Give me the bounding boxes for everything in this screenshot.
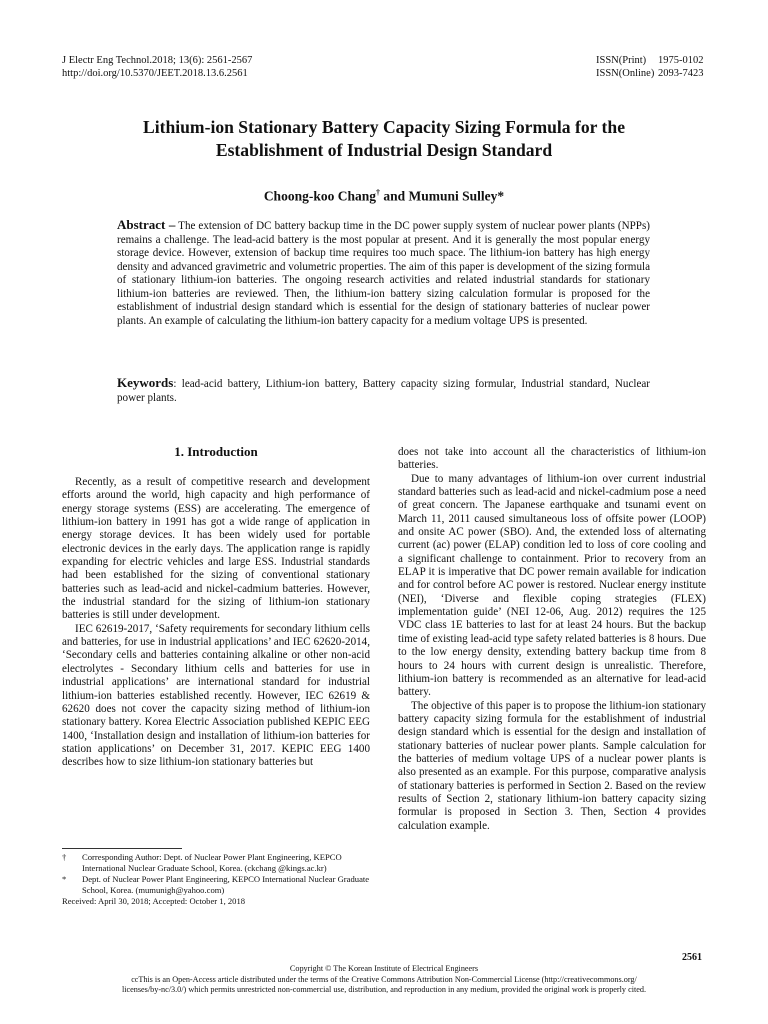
- license-line-2: licenses/by-nc/3.0/) which permits unrestricted non-commercial use, distribution, and reproduction in any medium, provided the original work is properly cited.: [121, 985, 647, 995]
- license-line-1: [62, 975, 706, 986]
- intro-paragraph-continued: does not take into account all the characteristics of lithium-ion batteries.: [398, 446, 706, 472]
- footnote-corresponding-author: [62, 852, 372, 874]
- title-line-2: Establishment of Industrial Design Standard: [215, 140, 553, 160]
- received-accepted-dates: Received: April 30, 2018; Accepted: October 1, 2018: [62, 896, 246, 906]
- intro-paragraph-3: Due to many advantages of lithium-ion over current industrial standard batteries such as lead-acid and nickel-cadmium pose a need of great concern. The Japanese earthquake and tsunami event on March 11, 2011 caused simultaneous loss of offsite power (LOOP) and onsite AC power (SBO). And, the extended loss of alternating current (ac) power (ELAP) condition led to loss of core cooling and a significant challenge to containment. Prior to recovery from an ELAP it is imperative that DC power remain available for indication and for control before AC power is restored. Nuclear energy institute (NEI), ‘Diverse and flexible coping strategies (FLEX) implementation guide’ (NEI 12-06, Aug. 2012) requires the 125 VDC class 1E batteries to last for at least 24 hours. But the backup time of existing lead-acid type safety related batteries is 8 hours. Due to the low energy density, extending battery backup time from 8 hours to 24 hours with current design is unrealistic. Therefore, lithium-ion battery is recommended as an alternative for lead-acid battery.: [398, 472, 706, 699]
- issn-online-value: 2093-7423: [658, 68, 704, 79]
- issn-print-label: ISSN(Print): [596, 55, 647, 66]
- footnote-divider: [62, 848, 182, 849]
- title-line-1: Lithium-ion Stationary Battery Capacity Sizing Formula for the: [142, 117, 625, 137]
- author-1: Choong-koo Chang: [263, 188, 376, 204]
- body-column-right: [398, 446, 706, 833]
- page-number: 2561: [682, 952, 702, 963]
- keywords-label: Keywords: [117, 375, 174, 390]
- keywords: [117, 376, 650, 405]
- journal-header-left: [62, 54, 252, 80]
- footnotes: [62, 852, 372, 907]
- abstract: [117, 218, 650, 328]
- footnote-coauthor: [62, 874, 372, 896]
- intro-paragraph-4: The objective of this paper is to propose the lithium-ion stationary battery capacity sizing formula for the establishment of industrial design standard which is essential for the design and installation of stationary batteries of nuclear power plants. Sample calculation for the batteries of medium voltage UPS of a nuclear power plants is also presented as an example. For this purpose, comparative analysis of stationary batteries is performed in Section 2. Based on the review results of Section 2, stationary lithium-ion battery capacity sizing formular is proposed in Section 3. Then, Section 4 provides calculation example.: [398, 699, 706, 832]
- license-footer: [62, 964, 706, 996]
- issn-online-row: [596, 67, 704, 80]
- author-2: Mumuni Sulley*: [408, 188, 505, 204]
- doi-link[interactable]: http://doi.org/10.5370/JEET.2018.13.6.2561: [62, 68, 248, 79]
- abstract-label: Abstract –: [117, 217, 176, 232]
- footnote-1-text: Corresponding Author: Dept. of Nuclear Power Plant Engineering, KEPCO International Nuclear Graduate School, Korea. (ckchang @kings.ac.kr): [82, 852, 342, 873]
- author-line: [62, 188, 706, 205]
- keywords-text: : lead-acid battery, Lithium-ion battery, Battery capacity sizing formular, Industrial standard, Nuclear power plants.: [117, 378, 650, 404]
- abstract-text: The extension of DC battery backup time in the DC power supply system of nuclear power plants (NPPs) remains a challenge. The lead-acid battery is the most popular at present. And it is generally the most popular energy storage device. However, extension of backup time requires too much space. The lithium-ion battery has high energy density and advanced gravimetric and volumetric properties. The aim of this paper is development of the sizing formula of stationary lithium-ion batteries. The ongoing research activities and related industrial standards for stationary lithium-ion batteries are reviewed. Then, the lithium-ion battery sizing calculation formular is proposed for the establishment of industrial design standard which is essential for the design of stationary batteries of nuclear power plants. An example of calculating the lithium-ion battery capacity for a medium voltage UPS is presented.: [117, 220, 650, 327]
- footnote-mark-asterisk: *: [62, 874, 67, 884]
- footnote-mark-dagger: †: [62, 852, 67, 862]
- footnote-2-text: Dept. of Nuclear Power Plant Engineering, KEPCO International Nuclear Graduate School, Korea. (mumunigh@yahoo.com): [82, 874, 370, 895]
- journal-citation: J Electr Eng Technol.2018; 13(6): 2561-2567: [62, 55, 253, 66]
- copyright-line: Copyright © The Korean Institute of Electrical Engineers: [289, 964, 479, 973]
- issn-print-value: 1975-0102: [658, 55, 704, 66]
- license-text-1: This is an Open-Access article distributed under the terms of the Creative Commons Attribution Non-Commercial License (http://creativecommons.org/: [138, 974, 637, 984]
- body-column-left: [62, 476, 370, 770]
- creative-commons-icon: cc: [131, 974, 139, 984]
- author-connector: and: [379, 188, 409, 204]
- issn-print-row: [596, 54, 704, 67]
- paper-title: [62, 116, 706, 162]
- section-heading-introduction: 1. Introduction: [174, 444, 258, 459]
- journal-header-right: [596, 54, 704, 80]
- issn-online-label: ISSN(Online): [596, 68, 655, 79]
- intro-paragraph-1: Recently, as a result of competitive research and development efforts around the world, high capacity and high performance of energy storage systems (ESS) are accelerating. The emergence of lithium-ion battery in 1991 has got a wide range of application in energy storage devices. It has been widely used for portable electronic devices in the early days. The application range is rapidly expanding for electric vehicles and large ESS. Industrial standards had been established for the sizing of conventional stationary batteries such as lead-acid and nickel-cadmium batteries. However, the industrial standard for the sizing of lithium-ion stationary batteries is still under development.: [62, 476, 370, 622]
- intro-paragraph-2: IEC 62619-2017, ‘Safety requirements for secondary lithium cells and batteries, for use in industrial applications’ and IEC 62620-2014, ‘Secondary cells and batteries containing alkaline or other non-acid electrolytes - Secondary lithium cells and batteries for use in industrial applications’ are international standard for industrial lithium-ion batteries established recently. However, IEC 62619 & 62620 does not cover the capacity sizing method of lithium-ion stationary battery. Korea Electric Association published KEPIC EEG 1400, ‘Installation design and installation of lithium-ion batteries for station applications’ on December 31, 2017. KEPIC EEG 1400 describes how to size lithium-ion stationary batteries but: [62, 622, 370, 769]
- corresponding-author-mark: †: [375, 188, 380, 197]
